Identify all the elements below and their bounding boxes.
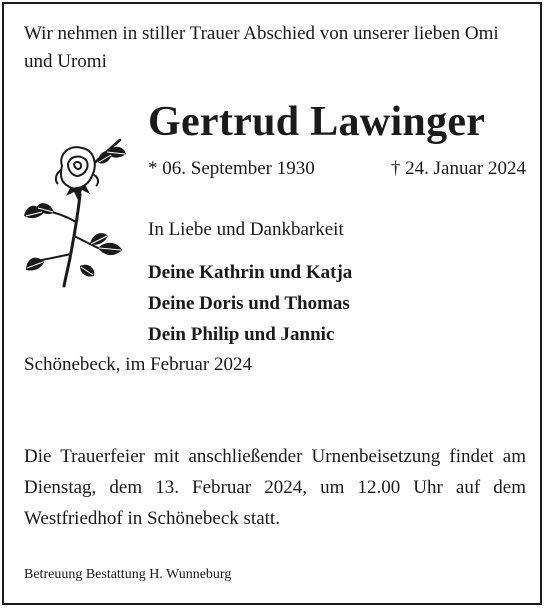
rose-icon bbox=[22, 136, 130, 288]
death-date: † 24. Januar 2024 bbox=[390, 158, 526, 179]
dedication-text: In Liebe und Dankbarkeit bbox=[148, 219, 344, 240]
funeral-home-credit: Betreuung Bestattung H. Wunneburg bbox=[24, 567, 232, 582]
ceremony-text: Die Trauerfeier mit anschließender Urnenbeisetzung findet am Dienstag, dem 13. Februar 2024, um 12.00 Uhr auf dem Westfriedhof in Schönebeck statt. bbox=[24, 446, 526, 529]
birth-date: * 06. September 1930 bbox=[148, 158, 315, 179]
family-list bbox=[148, 257, 352, 350]
intro-text: Wir nehmen in stiller Trauer Abschied von unserer lieben Omi und Uromi bbox=[24, 23, 499, 72]
place-date: Schönebeck, im Februar 2024 bbox=[24, 354, 252, 375]
deceased-name: Gertrud Lawinger bbox=[148, 99, 486, 145]
family-member: Dein Philip und Jannic bbox=[148, 324, 335, 345]
family-member: Deine Doris und Thomas bbox=[148, 293, 350, 314]
family-member: Deine Kathrin und Katja bbox=[148, 262, 353, 283]
